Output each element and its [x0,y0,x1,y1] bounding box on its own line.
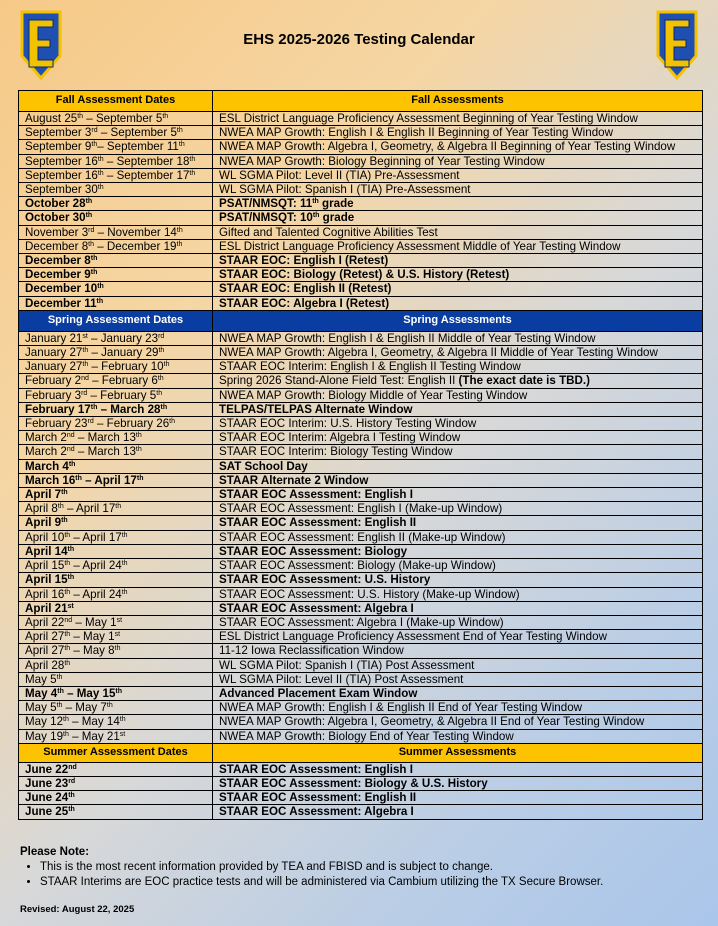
table-row [19,459,703,473]
assessment-cell: ESL District Language Proficiency Assessment Beginning of Year Testing Window [213,112,703,126]
assessment-cell: STAAR EOC Assessment: Algebra I (Make-up Window) [213,615,703,629]
table-row [19,601,703,615]
assessment-cell: STAAR EOC Assessment: U.S. History (Make-up Window) [213,587,703,601]
table-row [19,239,703,253]
assessment-cell: NWEA MAP Growth: Algebra I, Geometry, & Algebra II End of Year Testing Window [213,715,703,729]
assessment-cell: Gifted and Talented Cognitive Abilities Test [213,225,703,239]
assessment-cell: ESL District Language Proficiency Assessment End of Year Testing Window [213,630,703,644]
table-row [19,587,703,601]
date-cell: December 8th – December 19th [19,239,213,253]
assessment-cell: STAAR EOC Assessment: Algebra I [213,805,703,819]
date-cell: March 4th [19,459,213,473]
table-row [19,516,703,530]
table-row [19,417,703,431]
assessment-cell: NWEA MAP Growth: Biology End of Year Testing Window [213,729,703,743]
assessment-cell: NWEA MAP Growth: Biology Beginning of Year Testing Window [213,154,703,168]
date-cell: May 5th [19,672,213,686]
assessment-cell: STAAR EOC Assessment: English II (Make-up Window) [213,530,703,544]
assessment-cell: NWEA MAP Growth: English I & English II Beginning of Year Testing Window [213,126,703,140]
table-row [19,225,703,239]
date-cell: January 27th – January 29th [19,346,213,360]
date-cell: February 17th – March 28th [19,402,213,416]
assessment-cell: STAAR Alternate 2 Window [213,473,703,487]
date-cell: April 15th [19,573,213,587]
table-row [19,374,703,388]
assessment-cell: NWEA MAP Growth: Algebra I, Geometry, & Algebra II Beginning of Year Testing Window [213,140,703,154]
assessment-cell: STAAR EOC Interim: Biology Testing Window [213,445,703,459]
table-row [19,296,703,310]
assessment-cell: STAAR EOC Assessment: English I [213,488,703,502]
table-row [19,211,703,225]
date-cell: April 28th [19,658,213,672]
table-row [19,445,703,459]
table-row [19,530,703,544]
assessment-cell: PSAT/NMSQT: 11th grade [213,197,703,211]
table-row [19,473,703,487]
table-row [19,544,703,558]
date-cell: December 8th [19,254,213,268]
date-cell: February 3rd – February 5th [19,388,213,402]
assessment-cell: STAAR EOC: English I (Retest) [213,254,703,268]
table-row [19,168,703,182]
assessment-cell: NWEA MAP Growth: English I & English II Middle of Year Testing Window [213,331,703,345]
summer-dates-header: Summer Assessment Dates [19,743,213,762]
date-cell: June 22nd [19,762,213,776]
table-row [19,254,703,268]
date-cell: May 4th – May 15th [19,686,213,700]
assessment-cell: WL SGMA Pilot: Level II (TIA) Pre-Assessment [213,168,703,182]
date-cell: April 15th – April 24th [19,559,213,573]
table-row [19,431,703,445]
date-cell: September 16th – September 18th [19,154,213,168]
spring-dates-header: Spring Assessment Dates [19,310,213,331]
assessment-cell: NWEA MAP Growth: English I & English II End of Year Testing Window [213,701,703,715]
assessment-cell: STAAR EOC Interim: English I & English II Testing Window [213,360,703,374]
table-row [19,197,703,211]
date-cell: June 24th [19,791,213,805]
date-cell: June 23rd [19,776,213,790]
testing-calendar-table [18,90,703,820]
table-row [19,331,703,345]
table-row [19,140,703,154]
table-row [19,729,703,743]
date-cell: October 28th [19,197,213,211]
table-row [19,488,703,502]
date-cell: January 27th – February 10th [19,360,213,374]
table-row [19,672,703,686]
spring-header-row [19,310,703,331]
table-row [19,402,703,416]
table-row [19,644,703,658]
date-cell: April 16th – April 24th [19,587,213,601]
assessment-cell: STAAR EOC Assessment: English II [213,516,703,530]
assessment-cell: STAAR EOC Assessment: U.S. History [213,573,703,587]
date-cell: April 27th – May 8th [19,644,213,658]
table-row [19,701,703,715]
date-cell: September 9th– September 11th [19,140,213,154]
date-cell: September 16th – September 17th [19,168,213,182]
assessment-cell: WL SGMA Pilot: Level II (TIA) Post Assessment [213,672,703,686]
date-cell: October 30th [19,211,213,225]
table-row [19,805,703,819]
assessment-cell: STAAR EOC Assessment: Biology & U.S. History [213,776,703,790]
revised-date: Revised: August 22, 2025 [20,904,135,915]
date-cell: April 9th [19,516,213,530]
date-cell: September 30th [19,183,213,197]
spring-assessments-header: Spring Assessments [213,310,703,331]
table-row [19,154,703,168]
assessment-cell: WL SGMA Pilot: Spanish I (TIA) Pre-Assessment [213,183,703,197]
table-row [19,658,703,672]
date-cell: January 21st – January 23rd [19,331,213,345]
assessment-cell: STAAR EOC Assessment: Biology [213,544,703,558]
assessment-cell: WL SGMA Pilot: Spanish I (TIA) Post Assessment [213,658,703,672]
date-cell: September 3rd – September 5th [19,126,213,140]
table-row [19,762,703,776]
assessment-cell: STAAR EOC Assessment: Algebra I [213,601,703,615]
notes-section [20,846,603,891]
fall-assessments-header: Fall Assessments [213,91,703,112]
date-cell: March 16th – April 17th [19,473,213,487]
date-cell: August 25th – September 5th [19,112,213,126]
assessment-cell: STAAR EOC Assessment: Biology (Make-up Window) [213,559,703,573]
table-row [19,791,703,805]
notes-list [20,861,603,888]
date-cell: April 10th – April 17th [19,530,213,544]
date-cell: March 2nd – March 13th [19,431,213,445]
date-cell: December 9th [19,268,213,282]
date-cell: April 27th – May 1st [19,630,213,644]
assessment-cell: STAAR EOC: Algebra I (Retest) [213,296,703,310]
date-cell: April 21st [19,601,213,615]
assessment-cell: STAAR EOC Interim: U.S. History Testing Window [213,417,703,431]
assessment-cell: PSAT/NMSQT: 10th grade [213,211,703,225]
assessment-cell: STAAR EOC Assessment: English II [213,791,703,805]
assessment-cell: TELPAS/TELPAS Alternate Window [213,402,703,416]
note-item: • STAAR Interims are EOC practice tests and will be administered via Cambium utilizing the TX Secure Browser. [40,876,603,888]
assessment-cell: STAAR EOC Interim: Algebra I Testing Window [213,431,703,445]
table-row [19,615,703,629]
date-cell: December 10th [19,282,213,296]
table-row [19,268,703,282]
table-row [19,776,703,790]
table-row [19,183,703,197]
table-row [19,502,703,516]
date-cell: April 14th [19,544,213,558]
fall-header-row [19,91,703,112]
table-row [19,112,703,126]
assessment-cell: SAT School Day [213,459,703,473]
table-row [19,630,703,644]
assessment-cell: Advanced Placement Exam Window [213,686,703,700]
date-cell: April 22nd – May 1st [19,615,213,629]
table-row [19,126,703,140]
assessment-cell: STAAR EOC: Biology (Retest) & U.S. History (Retest) [213,268,703,282]
table-row [19,282,703,296]
date-cell: February 23rd – February 26th [19,417,213,431]
date-cell: March 2nd – March 13th [19,445,213,459]
fall-dates-header: Fall Assessment Dates [19,91,213,112]
assessment-cell: ESL District Language Proficiency Assessment Middle of Year Testing Window [213,239,703,253]
assessment-cell: 11-12 Iowa Reclassification Window [213,644,703,658]
assessment-cell: STAAR EOC Assessment: English I (Make-up Window) [213,502,703,516]
table-row [19,715,703,729]
date-cell: February 2nd – February 6th [19,374,213,388]
date-cell: December 11th [19,296,213,310]
table-row [19,388,703,402]
table-row [19,360,703,374]
notes-heading: Please Note: [20,846,90,858]
date-cell: May 5th – May 7th [19,701,213,715]
summer-header-row [19,743,703,762]
date-cell: June 25th [19,805,213,819]
table-row [19,573,703,587]
assessment-cell: NWEA MAP Growth: Algebra I, Geometry, & Algebra II Middle of Year Testing Window [213,346,703,360]
table-row [19,686,703,700]
note-item: • This is the most recent information provided by TEA and FBISD and is subject to change. [40,861,603,873]
page-title: EHS 2025-2026 Testing Calendar [243,31,475,48]
date-cell: April 7th [19,488,213,502]
assessment-cell: STAAR EOC: English II (Retest) [213,282,703,296]
assessment-cell: NWEA MAP Growth: Biology Middle of Year Testing Window [213,388,703,402]
date-cell: April 8th – April 17th [19,502,213,516]
table-row [19,559,703,573]
table-row [19,346,703,360]
date-cell: May 12th – May 14th [19,715,213,729]
date-cell: May 19th – May 21st [19,729,213,743]
summer-assessments-header: Summer Assessments [213,743,703,762]
assessment-cell: STAAR EOC Assessment: English I [213,762,703,776]
assessment-cell: Spring 2026 Stand-Alone Field Test: English II (The exact date is TBD.) [213,374,703,388]
date-cell: November 3rd – November 14th [19,225,213,239]
